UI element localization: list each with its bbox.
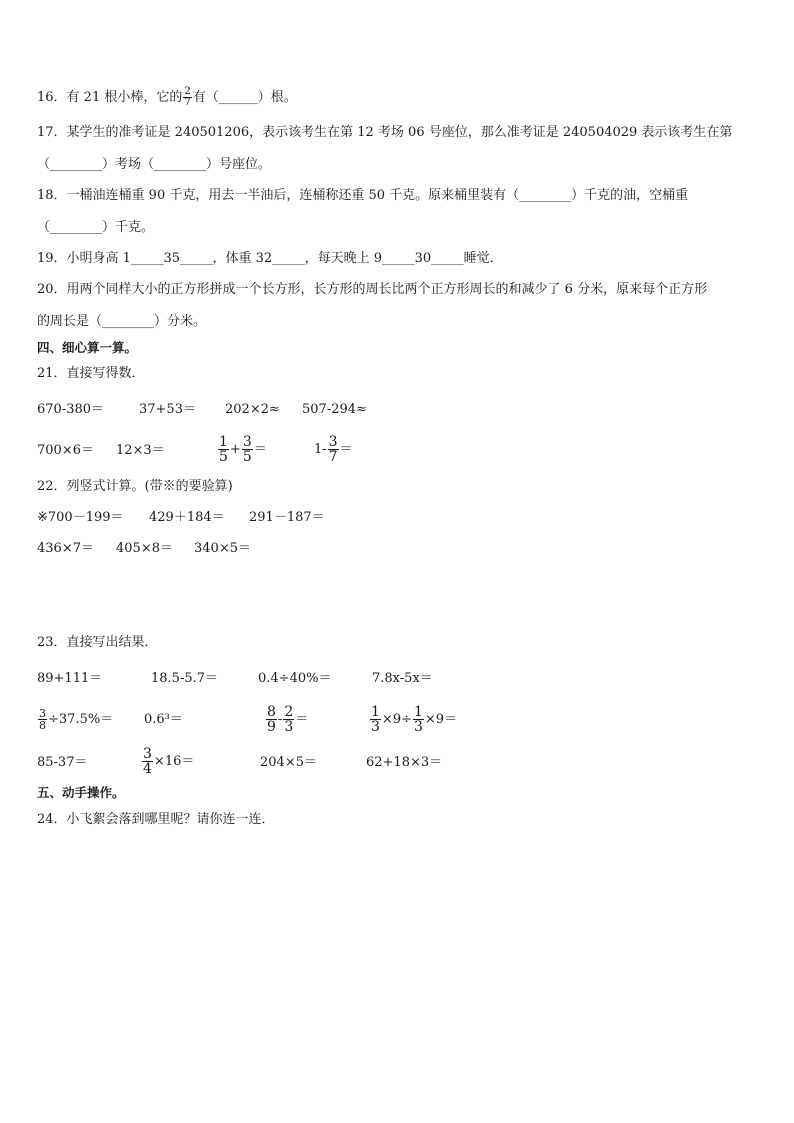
question-17-line1: 17．某学生的准考证是 240501206，表示该考生在第 12 考场 06 号座位，那么准考证是 240504029 表示该考生在第 <box>37 125 733 140</box>
question-19: 19．小明身高 1_____35_____，体重 32_____，每天晚上 9_____30_____睡觉． <box>37 251 503 266</box>
question-20-line2: 的周长是（________）分米。 <box>37 314 207 329</box>
question-18-line2: （________）千克。 <box>37 220 155 235</box>
q23-fraction-expression: $\frac{8}{9}$ - $\frac{2}{3}$ ＝ <box>267 704 309 735</box>
section-5-heading: 五、动手操作。 <box>37 785 125 800</box>
q21-item: 202×2≈ <box>225 402 280 417</box>
q21-item: 670-380＝ <box>37 402 105 417</box>
q21-item: 37+53＝ <box>139 402 196 417</box>
q23-item: 204×5＝ <box>260 755 317 770</box>
question-22-title: 22．列竖式计算。(带※的要验算) <box>37 479 233 494</box>
q21-item: 12×3＝ <box>116 443 165 458</box>
question-20-line1: 20．用两个同样大小的正方形拼成一个长方形，长方形的周长比两个正方形周长的和减少了 6 分米，原来每个正方形 <box>37 282 708 297</box>
section-4-heading: 四、细心算一算。 <box>37 340 138 355</box>
q21-fraction-expression: 1- $\frac{3}{7}$ ＝ <box>314 434 353 465</box>
q23-item: 89+111＝ <box>37 671 103 686</box>
q23-item: 62+18×3＝ <box>366 755 443 770</box>
question-24-title: 24．小飞絮会落到哪里呢？请你连一连． <box>37 812 275 827</box>
q22-item: 291－187＝ <box>249 510 325 525</box>
q23-fraction-expression: $\frac{1}{3}$ ×9÷ $\frac{1}{3}$ ×9＝ <box>371 704 458 735</box>
q22-item: 436×7＝ <box>37 541 94 556</box>
question-23-title: 23．直接写出结果． <box>37 635 158 650</box>
q23-item: 0.4÷40%＝ <box>258 671 332 686</box>
q22-item: 429＋184＝ <box>149 510 225 525</box>
fraction: $\frac{2}{7}$ <box>184 86 191 108</box>
q21-item: 700×6＝ <box>37 443 94 458</box>
question-21-title: 21．直接写得数． <box>37 366 145 381</box>
q23-item: 7.8x-5x＝ <box>372 671 433 686</box>
question-16: 16．有 21 根小棒，它的 $\frac{2}{7}$ 有（______）根。 <box>37 86 297 108</box>
q23-item: 18.5-5.7＝ <box>151 671 219 686</box>
q22-item: 405×8＝ <box>116 541 173 556</box>
q23-item: 0.6³＝ <box>144 712 183 727</box>
q21-item: 507-294≈ <box>302 402 367 417</box>
q23-fraction-expression: $\frac{3}{4}$ ×16＝ <box>143 746 195 777</box>
question-17-line2: （________）考场（________）号座位。 <box>37 157 272 172</box>
q23-item: 85-37＝ <box>37 755 88 770</box>
q22-item: 340×5＝ <box>194 541 251 556</box>
question-18-line1: 18．一桶油连桶重 90 千克，用去一半油后，连桶称还重 50 千克。原来桶里装有（________）千克的油，空桶重 <box>37 188 689 203</box>
q22-item: ※700－199＝ <box>37 510 124 525</box>
q23-fraction-expression: $\frac{3}{8}$ ÷37.5%＝ <box>39 707 114 732</box>
q21-fraction-expression: $\frac{1}{5}$ + $\frac{3}{5}$ ＝ <box>219 434 267 465</box>
